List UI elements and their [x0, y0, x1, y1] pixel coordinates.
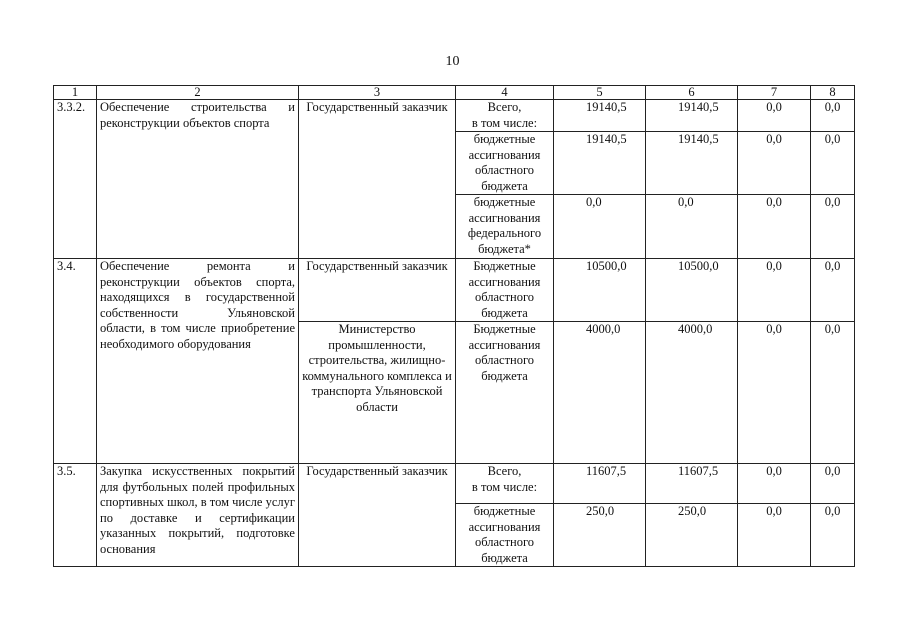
funding-source: Бюджетные ассигнования областного бюджета — [456, 259, 554, 322]
column-header: 2 — [97, 86, 299, 100]
column-header: 3 — [299, 86, 456, 100]
value-cell: 0,0 — [554, 195, 646, 259]
value-cell: 0,0 — [738, 132, 811, 195]
value-cell: 19140,5 — [554, 132, 646, 195]
value-cell: 11607,5 — [646, 464, 738, 504]
item-number: 3.4. — [54, 259, 97, 464]
value-cell: 0,0 — [738, 322, 811, 464]
value-cell: 4000,0 — [554, 322, 646, 464]
column-header: 6 — [646, 86, 738, 100]
customer-cell: Государственный заказчик — [299, 100, 456, 259]
customer-cell: Государственный заказчик — [299, 464, 456, 567]
value-cell: 10500,0 — [646, 259, 738, 322]
column-header-row — [54, 86, 855, 100]
value-cell: 19140,5 — [554, 100, 646, 132]
funding-source: бюджетные ассигнования областного бюджета — [456, 504, 554, 567]
value-cell: 0,0 — [811, 464, 855, 504]
value-cell: 19140,5 — [646, 100, 738, 132]
funding-source: бюджетные ассигнования федерального бюджета* — [456, 195, 554, 259]
item-name: Обеспечение ремонта и реконструкции объектов спорта, находящихся в государственной собственности Ульяновской области, в том числе приобретение необходимого оборудования — [97, 259, 299, 464]
value-cell: 0,0 — [738, 100, 811, 132]
funding-source: Всего, в том числе: — [456, 464, 554, 504]
value-cell: 0,0 — [811, 504, 855, 567]
item-name: Закупка искусственных покрытий для футбольных полей профильных спортивных школ, в том числе услуг по доставке и сертификации указанных покрытий, подготовке основания — [97, 464, 299, 567]
item-number: 3.3.2. — [54, 100, 97, 259]
value-cell: 0,0 — [646, 195, 738, 259]
table-row — [54, 259, 855, 322]
value-cell: 10500,0 — [554, 259, 646, 322]
customer-cell: Министерство промышленности, строительства, жилищно-коммунального комплекса и транспорта Ульяновской области — [299, 322, 456, 464]
value-cell: 250,0 — [646, 504, 738, 567]
table-row — [54, 464, 855, 504]
value-cell: 0,0 — [811, 259, 855, 322]
funding-source: Бюджетные ассигнования областного бюджета — [456, 322, 554, 464]
value-cell: 11607,5 — [554, 464, 646, 504]
column-header: 5 — [554, 86, 646, 100]
value-cell: 19140,5 — [646, 132, 738, 195]
funding-source: бюджетные ассигнования областного бюджета — [456, 132, 554, 195]
value-cell: 0,0 — [738, 504, 811, 567]
customer-cell: Государственный заказчик — [299, 259, 456, 322]
value-cell: 0,0 — [811, 195, 855, 259]
value-cell: 0,0 — [811, 322, 855, 464]
column-header: 8 — [811, 86, 855, 100]
value-cell: 4000,0 — [646, 322, 738, 464]
column-header: 4 — [456, 86, 554, 100]
column-header: 7 — [738, 86, 811, 100]
value-cell: 0,0 — [811, 100, 855, 132]
page-number: 10 — [445, 54, 460, 69]
value-cell: 0,0 — [738, 259, 811, 322]
value-cell: 0,0 — [738, 464, 811, 504]
item-number: 3.5. — [54, 464, 97, 567]
column-header: 1 — [54, 86, 97, 100]
value-cell: 250,0 — [554, 504, 646, 567]
budget-table — [53, 85, 855, 567]
table-row — [54, 100, 855, 132]
item-name: Обеспечение строительства и реконструкции объектов спорта — [97, 100, 299, 259]
value-cell: 0,0 — [811, 132, 855, 195]
value-cell: 0,0 — [738, 195, 811, 259]
funding-source: Всего, в том числе: — [456, 100, 554, 132]
